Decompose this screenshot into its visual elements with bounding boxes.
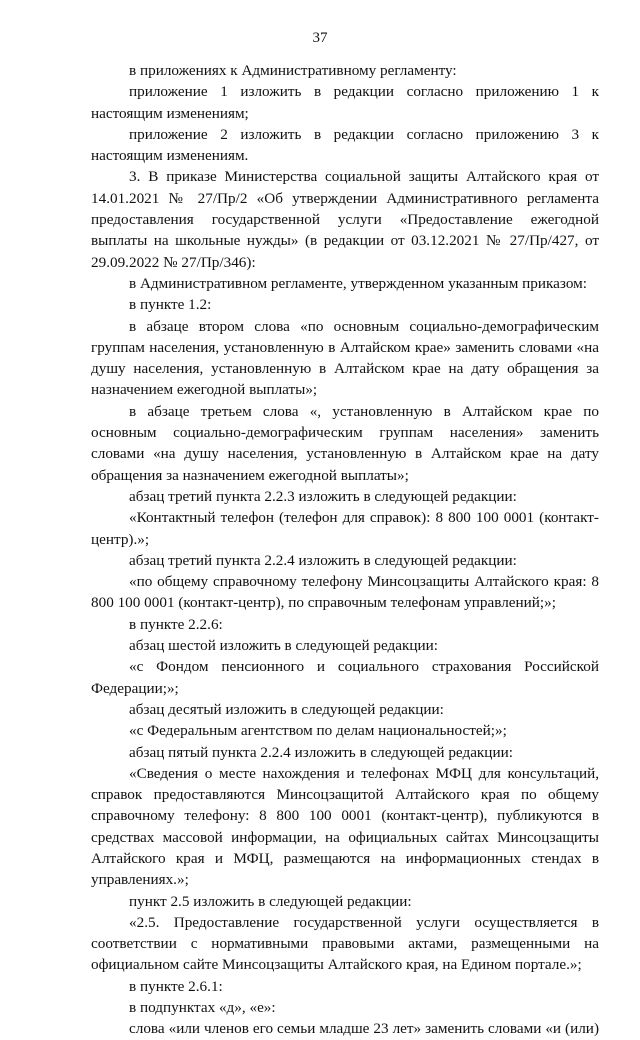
paragraph: абзац третий пункта 2.2.4 изложить в следующей редакции: [129, 551, 517, 569]
document-body [91, 60, 599, 1040]
paragraph: абзац шестой изложить в следующей редакции: [129, 637, 438, 655]
paragraph: в пункте 1.2: [129, 296, 212, 314]
paragraph: абзац десятый изложить в следующей редакции: [129, 700, 444, 718]
paragraph: «с Фондом пенсионного и социального страхования Российской Федерации;»; [91, 658, 599, 697]
paragraph: в пункте 2.2.6: [129, 615, 223, 633]
paragraph: 3. В приказе Министерства социальной защиты Алтайского края от 14.01.2021 № 27/Пр/2 «Об утверждении Административного регламента предоставления государственной услуги «Предоставление ежегодной выплаты на школьные нужды» (в редакции от 03.12.2021 № 27/Пр/427, от 29.09.2022 № 27/Пр/346): [91, 168, 599, 271]
paragraph: абзац третий пункта 2.2.3 изложить в следующей редакции: [129, 487, 517, 505]
paragraph: в Административном регламенте, утвержденном указанным приказом: [129, 274, 587, 292]
paragraph: абзац пятый пункта 2.2.4 изложить в следующей редакции: [129, 743, 513, 761]
paragraph: «Контактный телефон (телефон для справок): 8 800 100 0001 (контакт-центр).»; [91, 509, 599, 548]
paragraph: пункт 2.5 изложить в следующей редакции: [129, 892, 412, 910]
paragraph: «2.5. Предоставление государственной услуги осуществляется в соответствии с нормативными правовыми актами, размещенными на официальном сайте Минсоцзащиты Алтайского края, на Едином портале.»; [91, 913, 599, 974]
paragraph: приложение 1 изложить в редакции согласно приложению 1 к настоящим изменениям; [91, 83, 599, 122]
paragraph: в пункте 2.6.1: [129, 977, 223, 995]
paragraph: приложение 2 изложить в редакции согласно приложению 3 к настоящим изменениям. [91, 125, 599, 165]
paragraph: в абзаце втором слова «по основным социально-демографическим группам населения, установленную в Алтайском крае» заменить словами «на душу населения, установленную в Алтайском крае на дату обращения за назначением ежегодной выплаты»; [91, 317, 599, 399]
page-number: 37 [312, 30, 328, 46]
paragraph: слова «или членов его семьи младше 23 лет» заменить словами «и (или) [129, 1020, 599, 1038]
paragraph: «Сведения о месте нахождения и телефонах МФЦ для консультаций, справок предоставляются Минсоцзащитой Алтайского края по общему справочному телефону: 8 800 100 0001 (контакт-центр), публикуются в средствах массовой информации, на официальных сайтах Минсоцзащиты Алтайского края и МФЦ, размещаются на информационных стендах в управлениях.»; [91, 764, 599, 889]
paragraph: «по общему справочному телефону Минсоцзащиты Алтайского края: 8 800 100 0001 (контакт-центр), по справочным телефонам управлений;»; [91, 573, 599, 612]
paragraph: в абзаце третьем слова «, установленную в Алтайском крае по основным социально-демографическим группам населения» заменить словами «на душу населения, установленную в Алтайском крае на дату обращения за назначением ежегодной выплаты»; [91, 402, 599, 484]
paragraph: в приложениях к Административному регламенту: [129, 62, 457, 79]
paragraph: в подпунктах «д», «е»: [129, 999, 276, 1017]
paragraph: «с Федеральным агентством по делам национальностей;»; [129, 722, 507, 740]
